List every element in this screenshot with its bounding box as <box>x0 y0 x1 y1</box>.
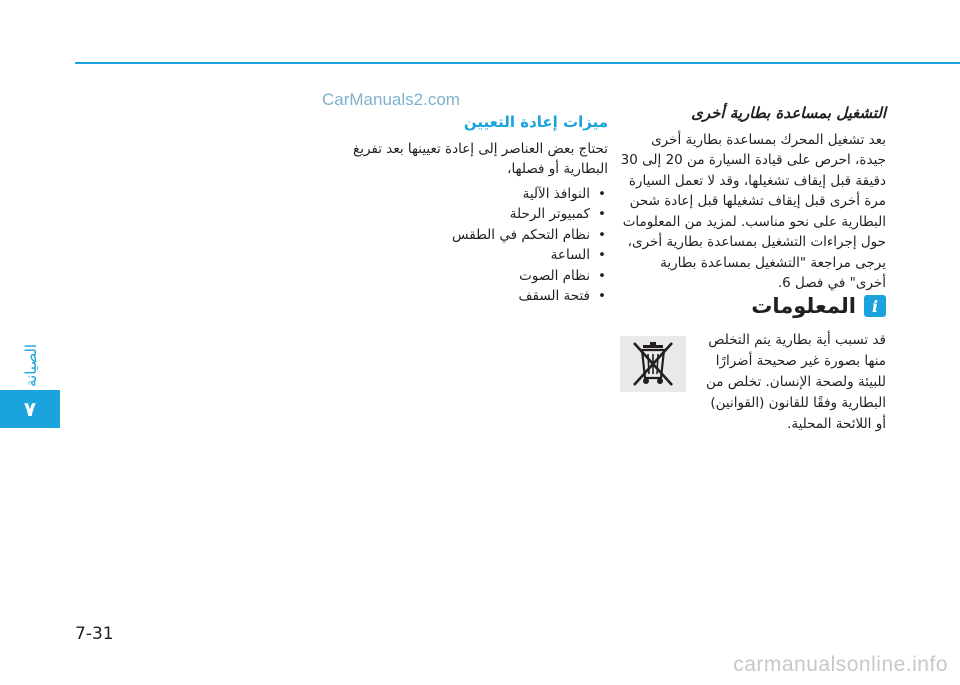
list-item: • فتحة السقف <box>330 286 590 307</box>
information-heading-row <box>620 294 886 318</box>
reset-features-list <box>330 184 608 307</box>
list-item: • الساعة <box>330 245 590 266</box>
watermark-bottom: carmanualsonline.info <box>733 653 948 676</box>
information-text: قد تسبب أية بطارية يتم التخلص منها بصورة غير صحيحة أضرارًا للبيئة ولصحة الإنسان. تخلص من البطارية وفقًا للقانون (القوانين) أو اللائحة المحلية. <box>705 332 886 432</box>
information-heading: المعلومات <box>751 294 856 318</box>
header-rule <box>75 62 960 64</box>
information-box <box>620 294 886 435</box>
reset-features-intro: تحتاج بعض العناصر إلى إعادة تعيينها بعد تفريغ البطارية أو فصلها، <box>353 140 608 177</box>
jump-start-section <box>620 103 886 294</box>
page-number: 7-31 <box>75 624 114 644</box>
list-item: • كمبيوتر الرحلة <box>330 204 590 225</box>
chapter-number: ٧ <box>23 397 37 421</box>
jump-start-body: بعد تشغيل المحرك بمساعدة بطارية أخرى جيدة، احرص على قيادة السيارة من 20 إلى 30 دقيقة قبل إيقاف تشغيلها، وقد لا تعمل السيارة مرة أخرى قبل إيقاف تشغيلها قبل إعادة شحن البطارية على نحو مناسب. لمزيد من المعلومات حول إجراءات التشغيل بمساعدة بطارية أخرى، يرجى مراجعة "التشغيل بمساعدة بطارية أخرى" في فصل 6. <box>620 131 886 291</box>
list-item: • نظام الصوت <box>330 266 590 287</box>
jump-start-heading: التشغيل بمساعدة بطارية أخرى <box>691 104 886 122</box>
list-item: • النوافذ الآلية <box>330 184 590 205</box>
chapter-tab <box>0 390 60 428</box>
crossed-out-bin-icon <box>620 336 686 392</box>
reset-features-heading: ميزات إعادة التعيين <box>463 113 608 131</box>
information-content <box>620 330 886 435</box>
section-label: الصيانة <box>22 343 40 387</box>
reset-features-section <box>330 112 608 307</box>
watermark-top: CarManuals2.com <box>322 90 460 109</box>
info-icon: i <box>864 295 886 317</box>
list-item: • نظام التحكم في الطقس <box>330 225 590 246</box>
